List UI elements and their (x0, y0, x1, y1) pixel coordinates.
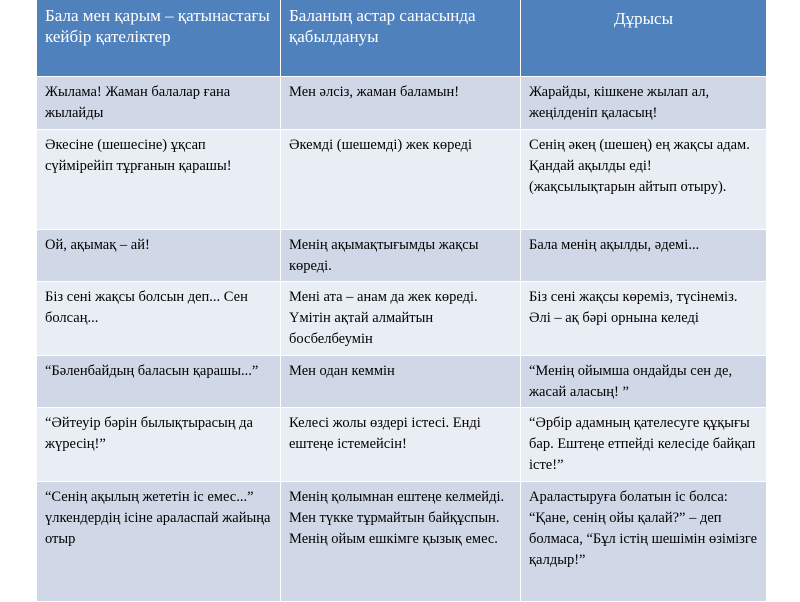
table-header-row (37, 0, 767, 76)
cell-mistake: Ой, ақымақ – ай! (37, 229, 281, 281)
cell-correct: Біз сені жақсы көреміз, түсінеміз. Әлі – ақ бәрі орнына келеді (521, 281, 767, 355)
header-mistakes: Бала мен қарым – қатынастағы кейбір қателіктер (37, 0, 281, 76)
header-correct: Дұрысы (521, 0, 767, 76)
cell-perception: Мені ата – анам да жек көреді. Үмітін ақтай алмайтын босбелбеумін (281, 281, 521, 355)
cell-perception: Келесі жолы өздері істесі. Енді ештеңе істемейсін! (281, 407, 521, 481)
cell-mistake: Жылама! Жаман балалар ғана жылайды (37, 76, 281, 129)
cell-mistake: “Әйтеуір бәрін былықтырасың да жүресің!” (37, 407, 281, 481)
table-row (37, 129, 767, 229)
cell-correct: Бала менің ақылды, әдемі... (521, 229, 767, 281)
advice-table-container (36, 0, 766, 602)
table-row (37, 281, 767, 355)
cell-perception: Әкемді (шешемді) жек көреді (281, 129, 521, 229)
cell-correct: Араластыруға болатын іс болса: “Қане, сенің ойы қалай?” – деп болмаса, “Бұл істің шешімін өзімізге қалдыр!” (521, 481, 767, 601)
cell-perception: Мен одан кеммін (281, 355, 521, 407)
table-row (37, 76, 767, 129)
cell-perception: Менің қолымнан ештеңе келмейді. Мен түкке тұрмайтын байқұспын. Менің ойым ешкімге қызық емес. (281, 481, 521, 601)
table-row (37, 481, 767, 601)
table-row (37, 229, 767, 281)
cell-perception: Мен әлсіз, жаман баламын! (281, 76, 521, 129)
cell-mistake: “Сенің ақылың жететін іс емес...” үлкендердің ісіне араласпай жайыңа отыр (37, 481, 281, 601)
cell-mistake: Әкесіне (шешесіне) ұқсап сүймірейіп тұрғанын қарашы! (37, 129, 281, 229)
cell-correct: “Әрбір адамның қателесуге құқығы бар. Ештеңе етпейді келесіде байқап істе!” (521, 407, 767, 481)
cell-correct: Сенің әкең (шешең) ең жақсы адам. Қандай ақылды еді! (жақсылықтарын айтып отыру). (521, 129, 767, 229)
advice-table (36, 0, 767, 602)
cell-perception: Менің ақымақтығымды жақсы көреді. (281, 229, 521, 281)
cell-mistake: “Бәленбайдың баласын қарашы...” (37, 355, 281, 407)
cell-mistake: Біз сені жақсы болсын деп... Сен болсаң... (37, 281, 281, 355)
cell-correct: “Менің ойымша ондайды сен де, жасай аласың! ” (521, 355, 767, 407)
table-row (37, 407, 767, 481)
header-child-perception: Баланың астар санасында қабылдануы (281, 0, 521, 76)
table-row (37, 355, 767, 407)
cell-correct: Жарайды, кішкене жылап ал, жеңілденіп қаласың! (521, 76, 767, 129)
